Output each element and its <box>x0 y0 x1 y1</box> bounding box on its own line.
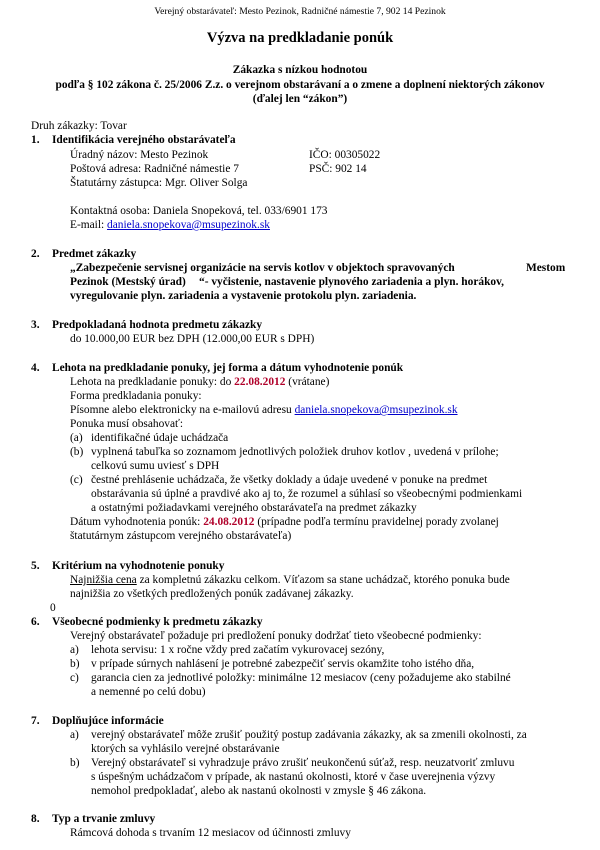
requirement-c-letter: (c) <box>70 474 83 486</box>
condition-b-line-1: v prípade súrnych nahlásení je potrebné zabezpečiť servis okamžite toho istého dňa, <box>91 658 475 670</box>
section-2-title: Predmet zákazky <box>52 248 137 260</box>
info-b-letter: b) <box>70 757 80 769</box>
deadline-prefix: Lehota na predkladanie ponuky: do <box>70 376 235 388</box>
subject-line-3: vyregulovanie plyn. zariadenia a vystavenie protokolu plyn. zariadenia. <box>70 290 417 302</box>
deadline-suffix: (vrátane) <box>285 376 330 388</box>
form-text-line <box>70 404 458 418</box>
requirement-c-line-1: čestné prehlásenie uchádzača, že všetky doklady a údaje uvedené v ponuke na predmet <box>91 474 488 486</box>
section-5-number: 5. <box>31 560 40 572</box>
must-contain-label: Ponuka musí obsahovať: <box>70 418 184 430</box>
authority-address: Poštová adresa: Radničné námestie 7 <box>70 163 239 175</box>
section-6-title: Všeobecné podmienky k predmetu zákazky <box>52 616 263 628</box>
criterion-line-2: najnižšia zo všetkých predložených ponúk zadávanej zákazky. <box>70 588 354 600</box>
condition-b-letter: b) <box>70 658 80 670</box>
contact-person: Kontaktná osoba: Daniela Snopeková, tel. 033/6901 173 <box>70 205 328 217</box>
subject-line-1a: „Zabezpečenie servisnej organizácie na servis kotlov v objektoch spravovaných <box>70 262 455 274</box>
subtitle-line-2: podľa § 102 zákona č. 25/2006 Z.z. o verejnom obstarávaní a o zmene a doplnení niektorých zákonov <box>55 78 545 91</box>
section-6-number: 6. <box>31 616 40 628</box>
eval-date: 24.08.2012 <box>203 516 255 528</box>
criterion-rest: za kompletnú zákazku celkom. Víťazom sa stane uchádzač, ktorého ponuka bude <box>136 574 510 586</box>
authority-name: Úradný názov: Mesto Pezinok <box>70 149 209 161</box>
header-line: Verejný obstarávateľ: Mesto Pezinok, Radničné námestie 7, 902 14 Pezinok <box>154 6 446 17</box>
email-label: E-mail: <box>70 219 108 231</box>
estimated-value: do 10.000,00 EUR bez DPH (12.000,00 EUR s DPH) <box>70 333 315 345</box>
subtitle-line-3: (ďalej len “zákon”) <box>252 93 348 105</box>
info-a-line-1: verejný obstarávateľ môže zrušiť použitý postup zadávania zákazky, ak sa zmenili okolnosti, za <box>91 729 527 741</box>
contact-email-link[interactable]: daniela.snopekova@msupezinok.sk <box>107 219 270 231</box>
form-text: Písomne alebo elektronicky na e-mailovú adresu <box>70 404 295 416</box>
section-3-number: 3. <box>31 319 40 331</box>
requirement-b-line-1: vyplnená tabuľka so zoznamom jednotlivých položiek druhov kotlov , uvedená v prílohe; <box>91 446 499 458</box>
section-5-title: Kritérium na vyhodnotenie ponuky <box>52 560 225 572</box>
authority-representative: Štatutárny zástupca: Mgr. Oliver Solga <box>70 177 248 189</box>
subtitle-line-1: Zákazka s nízkou hodnotou <box>232 64 368 76</box>
subject-line-2b: “- vyčistenie, nastavenie plynového zariadenia a plyn. horákov, <box>199 276 505 288</box>
info-b-line-3: nemohol predpokladať, alebo ak nastanú okolnosti v zmysle § 46 zákona. <box>91 785 427 797</box>
requirement-a-letter: (a) <box>70 432 83 444</box>
requirement-b-letter: (b) <box>70 446 84 458</box>
requirement-b-line-2: celkovú sumu uviesť s DPH <box>91 460 220 472</box>
section-2-number: 2. <box>31 248 40 260</box>
section-1-number: 1. <box>31 134 40 146</box>
document-subtitle <box>0 63 600 107</box>
form-label: Forma predkladania ponuky: <box>70 390 202 402</box>
contract-duration: Rámcová dohoda s trvaním 12 mesiacov od účinnosti zmluvy <box>70 827 351 839</box>
requirement-c-line-3: a ostatnými požiadavkami verejného obstarávateľa na predmet zákazky <box>91 502 417 514</box>
condition-c-letter: c) <box>70 672 79 684</box>
info-a-letter: a) <box>70 729 79 741</box>
section-8-number: 8. <box>31 813 40 825</box>
contact-email-line <box>70 219 270 233</box>
section-3-title: Predpokladaná hodnota predmetu zákazky <box>52 319 263 331</box>
section-4-title: Lehota na predkladanie ponuky, jej forma a dátum vyhodnotenie ponúk <box>52 362 404 374</box>
evaluation-line <box>70 516 571 530</box>
info-b-line-2: s úspešným uchádzačom v prípade, ak nastanú okolnosti, ktoré v čase uverejnenia výzvy <box>91 771 496 783</box>
deadline-line <box>70 376 329 390</box>
evaluation-line-2: štatutárnym zástupcom verejného obstarávateľa) <box>70 530 292 542</box>
info-b-line-1: Verejný obstarávateľ si vyhradzuje právo zrušiť neukončenú súťaž, resp. neuzatvoriť zmluvu <box>91 757 515 769</box>
section-7-title: Doplňujúce informácie <box>52 715 164 727</box>
section-1-title: Identifikácia verejného obstarávateľa <box>52 134 236 146</box>
eval-suffix: (prípadne podľa termínu pravidelnej porady zvolanej <box>254 516 499 528</box>
condition-a-line-1: lehota servisu: 1 x ročne vždy pred začatím vykurovacej sezóny, <box>91 644 385 656</box>
condition-c-line-2: a nemenné po celú dobu) <box>91 686 206 698</box>
condition-c-line-1: garancia cien za jednotlivé položky: minimálne 12 mesiacov (ceny požadujeme ako stabilné <box>91 672 511 684</box>
subject-line-2a: Pezinok (Mestský úrad) <box>70 276 186 288</box>
eval-prefix: Dátum vyhodnotenia ponúk: <box>70 516 204 528</box>
criterion-line-1 <box>70 574 571 588</box>
conditions-intro: Verejný obstarávateľ požaduje pri predložení ponuky dodržať tieto všeobecné podmienky: <box>70 630 482 642</box>
authority-ico: IČO: 00305022 <box>309 149 381 161</box>
contract-type: Druh zákazky: Tovar <box>31 120 127 132</box>
deadline-date: 22.08.2012 <box>234 376 286 388</box>
criterion-lowest-price: Najnižšia cena <box>70 574 137 586</box>
section-8-title: Typ a trvanie zmluvy <box>52 813 156 825</box>
stray-zero: 0 <box>50 602 56 614</box>
condition-a-letter: a) <box>70 644 79 656</box>
authority-psc: PSČ: 902 14 <box>309 163 367 175</box>
section-7-number: 7. <box>31 715 40 727</box>
section-4-number: 4. <box>31 362 40 374</box>
document-title: Výzva na predkladanie ponúk <box>206 30 394 46</box>
submission-email-link[interactable]: daniela.snopekova@msupezinok.sk <box>294 404 458 416</box>
requirement-c-line-2: obstarávania sú úplné a pravdivé ako aj to, že rozumel a súhlasí so všeobecnými podmienkami <box>91 488 523 500</box>
requirement-a-line-1: identifikačné údaje uchádzača <box>91 432 229 444</box>
info-a-line-2: ktorých sa vyhlásilo verejné obstarávanie <box>91 743 280 755</box>
subject-line-1b: Mestom <box>526 262 566 274</box>
